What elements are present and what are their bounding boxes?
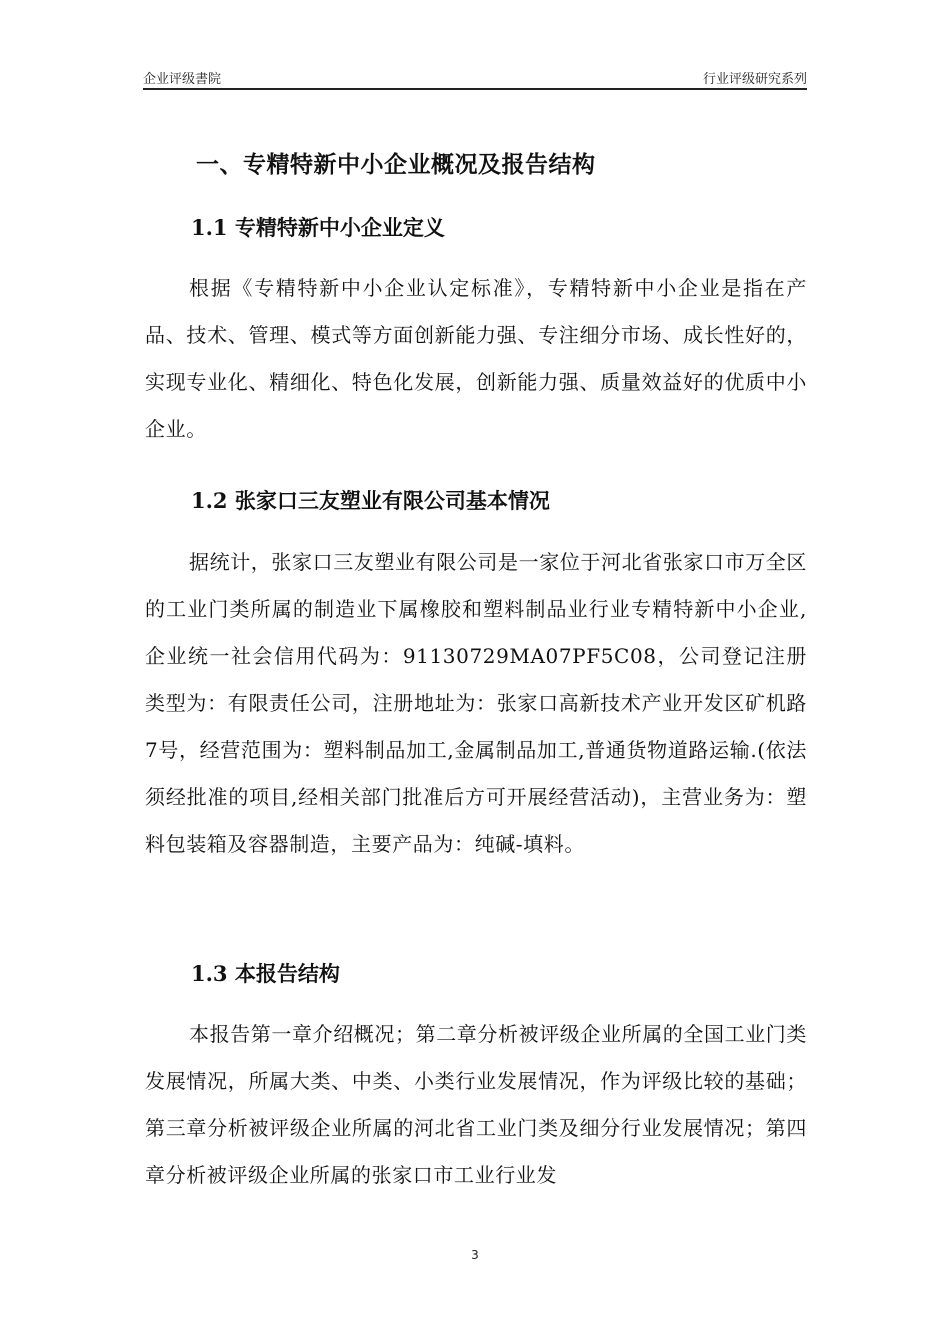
header-series: 行业评级研究系列 (702, 72, 807, 87)
section-title-1-3: 1.3 本报告结构 (191, 961, 340, 986)
page-header (143, 64, 807, 90)
page-number: 3 (471, 1248, 479, 1262)
header-publisher: 企业评级書院 (143, 72, 222, 87)
section-paragraph-1-3: 本报告第一章介绍概况；第二章分析被评级企业所属的全国工业门类发展情况，所属大类、中类、小类行业发展情况，作为评级比较的基础；第三章分析被评级企业所属的河北省工业门类及细分行业发展情况；第四章分析被评级企业所属的张家口市工业行业发 (145, 1022, 807, 1187)
chapter-title: 一、专精特新中小企业概况及报告结构 (196, 151, 596, 178)
section-title-1-2: 1.2 张家口三友塑业有限公司基本情况 (191, 488, 550, 513)
section-title-1-1: 1.1 专精特新中小企业定义 (191, 215, 445, 240)
section-paragraph-1-1: 根据《专精特新中小企业认定标准》，专精特新中小企业是指在产品、技术、管理、模式等方面创新能力强、专注细分市场、成长性好的，实现专业化、精细化、特色化发展，创新能力强、质量效益好的优质中小企业。 (145, 276, 807, 441)
section-paragraph-1-2: 据统计，张家口三友塑业有限公司是一家位于河北省张家口市万全区的工业门类所属的制造业下属橡胶和塑料制品业行业专精特新中小企业,企业统一社会信用代码为：91130729MA07PF5C08，公司登记注册类型为：有限责任公司，注册地址为：张家口高新技术产业开发区矿机路7号，经营范围为：塑料制品加工,金属制品加工,普通货物道路运输.(依法须经批准的项目,经相关部门批准后方可开展经营活动)，主营业务为：塑料包装箱及容器制造，主要产品为：纯碱-填料。 (145, 550, 807, 856)
